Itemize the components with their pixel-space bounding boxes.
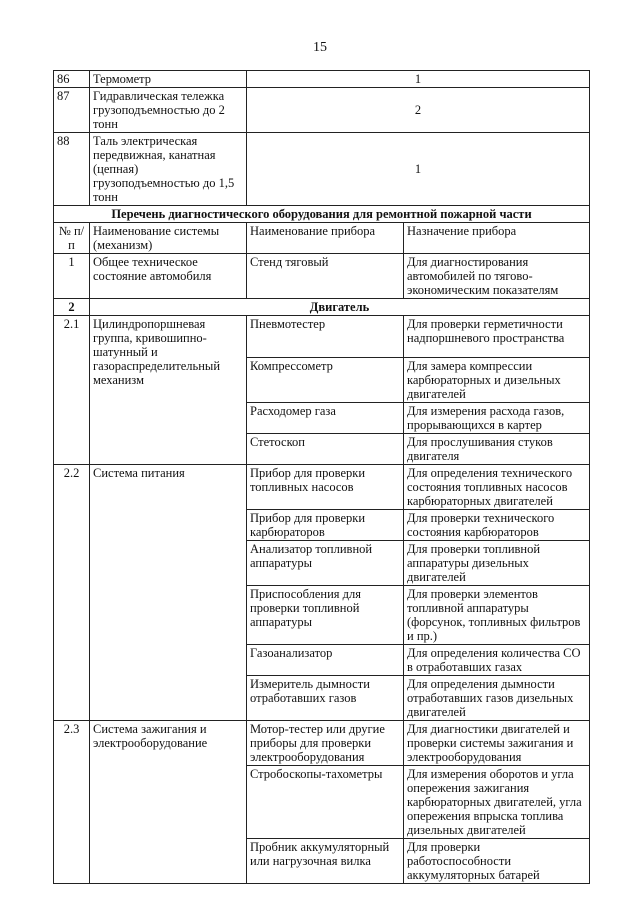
system-name: Система питания: [90, 465, 247, 721]
system-name: Цилиндропоршневая группа, кривошипно-шатунный и газораспределительный механизм: [90, 316, 247, 465]
row-number: 86: [54, 71, 90, 88]
table-row: [54, 316, 590, 358]
row-number: 2.2: [54, 465, 90, 721]
table-row: [54, 71, 590, 88]
section-number: 2: [54, 299, 90, 316]
table-row: [54, 465, 590, 510]
table-row: [54, 721, 590, 766]
row-number: 2.3: [54, 721, 90, 884]
device-purpose: Для проверки герметичности надпоршневого пространства: [404, 316, 590, 358]
device-purpose: Для прослушивания стуков двигателя: [404, 434, 590, 465]
device-name: Пневмотестер: [247, 316, 404, 358]
table-row: [54, 254, 590, 299]
device-purpose: Для измерения оборотов и угла опережения зажигания карбюраторных двигателей, угла опережения впрыска топлива дизельных двигателей: [404, 766, 590, 839]
item-quantity: 1: [247, 71, 590, 88]
device-name: Анализатор топливной аппаратуры: [247, 541, 404, 586]
device-name: Стенд тяговый: [247, 254, 404, 299]
row-number: 1: [54, 254, 90, 299]
device-purpose: Для проверки топливной аппаратуры дизельных двигателей: [404, 541, 590, 586]
header-row: [54, 223, 590, 254]
equipment-table: [53, 70, 590, 884]
page-number: 15: [313, 40, 327, 55]
device-purpose: Для проверки элементов топливной аппаратуры (форсунок, топливных фильтров и пр.): [404, 586, 590, 645]
device-purpose: Для определения технического состояния топливных насосов карбюраторных двигателей: [404, 465, 590, 510]
device-purpose: Для измерения расхода газов, прорывающихся в картер: [404, 403, 590, 434]
device-purpose: Для диагностирования автомобилей по тягово-экономическим показателям: [404, 254, 590, 299]
device-purpose: Для определения дымности отработавших газов дизельных двигателей: [404, 676, 590, 721]
item-name: Гидравлическая тележка грузоподъемностью до 2 тонн: [90, 88, 247, 133]
row-number: 88: [54, 133, 90, 206]
table-row: [54, 88, 590, 133]
row-number: 87: [54, 88, 90, 133]
device-name: Мотор-тестер или другие приборы для проверки электрооборудования: [247, 721, 404, 766]
device-name: Расходомер газа: [247, 403, 404, 434]
device-name: Компрессометр: [247, 358, 404, 403]
header-number: № п/п: [54, 223, 90, 254]
device-purpose: Для определения количества СО в отработавших газах: [404, 645, 590, 676]
item-name: Термометр: [90, 71, 247, 88]
section-title: Перечень диагностического оборудования для ремонтной пожарной части: [54, 206, 590, 223]
item-quantity: 2: [247, 88, 590, 133]
device-name: Прибор для проверки карбюраторов: [247, 510, 404, 541]
table-row: [54, 133, 590, 206]
section-title-row: [54, 206, 590, 223]
engine-section-title: Двигатель: [90, 299, 590, 316]
device-name: Стетоскоп: [247, 434, 404, 465]
device-purpose: Для диагностики двигателей и проверки системы зажигания и электрооборудования: [404, 721, 590, 766]
header-purpose: Назначение прибора: [404, 223, 590, 254]
device-name: Прибор для проверки топливных насосов: [247, 465, 404, 510]
header-system: Наименование системы (механизм): [90, 223, 247, 254]
device-name: Измеритель дымности отработавших газов: [247, 676, 404, 721]
row-number: 2.1: [54, 316, 90, 465]
device-name: Пробник аккумуляторный или нагрузочная вилка: [247, 839, 404, 884]
system-name: Система зажигания и электрооборудование: [90, 721, 247, 884]
item-name: Таль электрическая передвижная, канатная (цепная) грузоподъемностью до 1,5 тонн: [90, 133, 247, 206]
device-name: Приспособления для проверки топливной аппаратуры: [247, 586, 404, 645]
item-quantity: 1: [247, 133, 590, 206]
device-name: Газоанализатор: [247, 645, 404, 676]
device-purpose: Для замера компрессии карбюраторных и дизельных двигателей: [404, 358, 590, 403]
device-purpose: Для проверки технического состояния карбюраторов: [404, 510, 590, 541]
device-purpose: Для проверки работоспособности аккумуляторных батарей: [404, 839, 590, 884]
device-name: Стробоскопы-тахометры: [247, 766, 404, 839]
system-name: Общее техническое состояние автомобиля: [90, 254, 247, 299]
engine-section-row: [54, 299, 590, 316]
header-device: Наименование прибора: [247, 223, 404, 254]
